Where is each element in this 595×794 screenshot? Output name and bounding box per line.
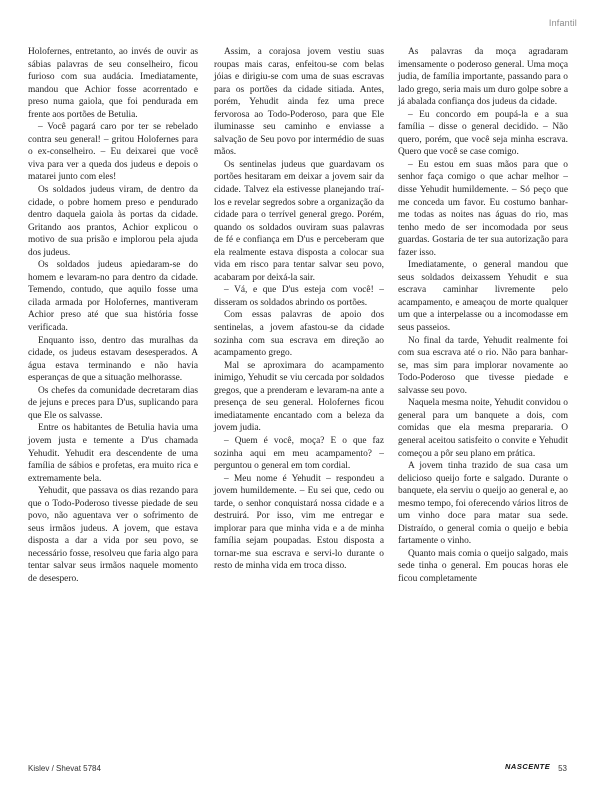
paragraph: Os chefes da comunidade decretaram dias de jejuns e preces para D'us, suplicando para que Ele os salvasse. — [28, 385, 198, 421]
paragraph: Assim, a corajosa jovem vestiu suas roupas mais caras, enfeitou-se com belas jóias e dirigiu-se com uma de suas escravas para os portões da cidade sitiada. Antes, porém, Yehudit ainda fez uma prece fervorosa ao Todo-Poderoso, para que Ele iluminasse seu caminho e enviasse a salvação de Seu povo por intermédio de suas mãos. — [214, 47, 384, 158]
paragraph: Imediatamente, o general mandou que seus soldados deixassem Yehudit e sua escrava caminhar livremente pelo acampamento, e ameaçou de morte qualquer um que a interpelasse ou a incomodasse em seus passeios. — [398, 260, 568, 334]
paragraph: No final da tarde, Yehudit realmente foi com sua escrava até o rio. Não para banhar-se, mas sim para implorar novamente ao Todo-Poderoso que tivesse piedade e salvasse seu povo. — [398, 335, 568, 396]
paragraph: Os sentinelas judeus que guardavam os portões hesitaram em deixar a jovem sair da cidade. Talvez ela estivesse planejando traí-los e revelar segredos sobre a organização da cidade para o terrível general grego. Porém, quando os soldados ouviram suas palavras de fé e confiança em D'us e perceberam que ela realmente estava disposta a colocar sua vida em risco para tentar salvar seu povo, acabaram por deixá-la sair. — [214, 159, 384, 283]
issue-date: Kislev / Shevat 5784 — [28, 764, 101, 773]
paragraph: – Meu nome é Yehudit – respondeu a jovem humildemente. – Eu sei que, cedo ou tarde, o senhor conquistará nossa cidade e a destruirá. Por isso, vim me entregar e implorar para que minha vida e a de minha família sejam poupadas. Estou disposta a tornar-me sua escrava e servi-lo durante o resto de minha vida em troca disso. — [214, 473, 384, 572]
paragraph: – Eu concordo em poupá-la e a sua família – disse o general decidido. – Não quero, porém, que você seja minha escrava. Quero que você se case comigo. — [398, 109, 568, 158]
paragraph: A jovem tinha trazido de sua casa um delicioso queijo forte e salgado. Durante o banquete, ela serviu o queijo ao general e, ao mesmo tempo, foi oferecendo vários litros de um vinho doce para matar sua sede. Distraído, o general comia o queijo e bebia fartamente o vinho. — [398, 461, 569, 547]
paragraph: Mal se aproximara do acampamento inimigo, Yehudit se viu cercada por soldados gregos, que a prenderam e levaram-na ante a presença de seu general. Holofernes ficou imediatamente encantado com a beleza da jovem judia. — [214, 360, 384, 434]
magazine-logo: NASCENTE — [505, 762, 551, 771]
article-column-2 — [214, 46, 384, 573]
paragraph: As palavras da moça agradaram imensamente o poderoso general. Uma moça judia, de família importante, passando para o lado grego, seria mais um duro golpe sobre a já abalada confiança dos judeus da cidade. — [398, 47, 568, 108]
paragraph: – Quem é você, moça? E o que faz sozinha aqui em meu acampamento? – perguntou o general em tom cordial. — [214, 435, 384, 472]
article-column-3 — [398, 46, 568, 586]
paragraph: – Eu estou em suas mãos para que o senhor faça comigo o que achar melhor – disse Yehudit humildemente. – Só peço que me conceda um favor. Eu costumo banhar-me todas as noites nas águas do rio, mas tenho medo de ser incomodada por seus guardas. Gostaria de ter sua autorização para fazer isso. — [398, 159, 568, 258]
paragraph: Os soldados judeus viram, de dentro da cidade, o pobre homem preso e pendurado dentro daquela gaiola às portas da cidade. Gritando aos prantos, Achior explicou o motivo de sua prisão e implorou pela ajuda dos judeus. — [28, 185, 198, 258]
section-label: Infantil — [548, 18, 577, 28]
paragraph: Com essas palavras de apoio dos sentinelas, a jovem afastou-se da cidade sozinha com sua escrava em direção ao acampamento grego. — [214, 310, 384, 359]
paragraph: Holofernes, entretanto, ao invés de ouvir as sábias palavras de seu conselheiro, ficou furioso com sua audácia. Imediatamente, mandou que Achior fosse acorrentado e preso numa gaiola, que foi pendurada em frente aos portões de Betulia. — [28, 47, 198, 120]
paragraph: Yehudit, que passava os dias rezando para que o Todo-Poderoso tivesse piedade de seu povo, não aguentava ver o sofrimento de seus irmãos judeus. A jovem, que estava disposta a dar a vida por seu povo, se necessário fosse, resolveu que faria algo para tentar salvar seus irmãos naquele momento de desespero. — [28, 486, 198, 584]
paragraph: Naquela mesma noite, Yehudit convidou o general para um banquete a dois, com comidas que ela mesma prepararia. O general aceitou satisfeito o convite e Yehudit começou a pôr seu plano em prática. — [398, 398, 568, 459]
paragraph: Entre os habitantes de Betulia havia uma jovem justa e temente a D'us chamada Yehudit. Yehudit era descendente de uma família de sábios e profetas, era muito rica e extremamente bela. — [28, 423, 198, 484]
paragraph: Enquanto isso, dentro das muralhas da cidade, os judeus estavam desesperados. A água estava terminando e não havia esperanças de que a situação melhorasse. — [28, 335, 198, 384]
page-number: 53 — [558, 764, 567, 773]
article-column-1 — [28, 46, 198, 586]
paragraph: Os soldados judeus apiedaram-se do homem e levaram-no para dentro da cidade. Temendo, contudo, que aquilo fosse uma cilada armada por Holofernes, mantiveram Achior preso até que sua história fosse verificada. — [28, 260, 198, 334]
paragraph: Quanto mais comia o queijo salgado, mais sede tinha o general. Em poucas horas ele ficou completamente — [398, 548, 568, 584]
paragraph: – Vá, e que D'us esteja com você! – disseram os soldados abrindo os portões. — [214, 285, 384, 308]
paragraph: – Você pagará caro por ter se rebelado contra seu general! – gritou Holofernes para o ex-conselheiro. – Eu deixarei que você viva para ver a queda dos judeus e depois o matarei junto com eles! — [28, 122, 198, 183]
